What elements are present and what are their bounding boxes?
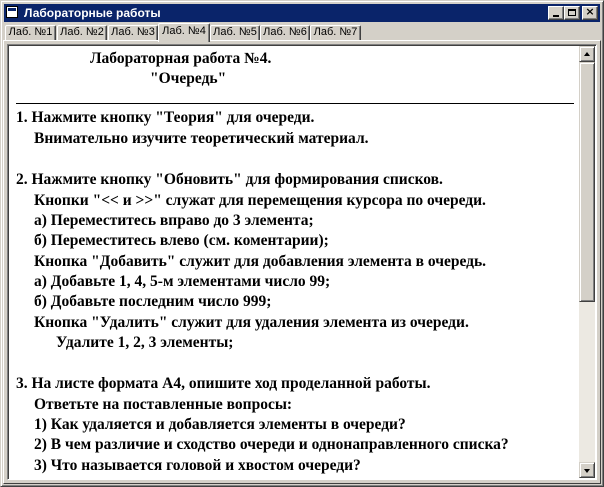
step3-line: 3. На листе формата А4, опишите ход проделанной работы. <box>16 375 431 392</box>
step2-line: б) Переместитесь влево (см. коментарии); <box>34 232 329 249</box>
close-button[interactable] <box>582 6 598 20</box>
step2-line: Удалите 1, 2, 3 элементы; <box>56 334 234 351</box>
step2-line: а) Добавьте 1, 4, 5-м элементами число 99; <box>34 273 331 290</box>
maximize-button[interactable] <box>564 6 580 20</box>
close-icon: × <box>585 5 595 18</box>
step2-line: а) Переместитесь вправо до 3 элемента; <box>34 212 314 229</box>
title-bar[interactable] <box>4 4 600 22</box>
tab-lab-3[interactable]: Лаб. №3 <box>108 25 158 40</box>
lab-subheading: "Очередь" <box>150 70 227 87</box>
scroll-down-button[interactable] <box>579 462 595 478</box>
heading-divider <box>16 103 574 104</box>
step2-line: Кнопка "Добавить" служит для добавления элемента в очередь. <box>34 253 487 270</box>
step2-line: 2. Нажмите кнопку "Обновить" для формирования списков. <box>16 171 443 188</box>
tab-panel <box>3 40 601 484</box>
tab-strip <box>3 23 603 41</box>
step1-line: 1. Нажмите кнопку "Теория" для очереди. <box>16 109 315 126</box>
tab-lab-2[interactable]: Лаб. №2 <box>57 25 107 40</box>
step2-line: Кнопки "<< и >>" служат для перемещения курсора по очереди. <box>34 192 486 209</box>
window-title: Лабораторные работы <box>24 6 161 20</box>
step3-line: 1) Как удаляется и добавляется элементы в очереди? <box>34 416 406 433</box>
instructions-memo[interactable] <box>7 44 597 480</box>
app-icon <box>6 6 18 18</box>
vertical-scrollbar[interactable] <box>579 46 595 478</box>
tab-lab-4[interactable]: Лаб. №4 <box>158 23 210 42</box>
step3-line: 3) Что называется головой и хвостом очереди? <box>34 457 361 474</box>
step2-line: Кнопка "Удалить" служит для удаления элемента из очереди. <box>34 314 469 331</box>
scroll-up-button[interactable] <box>579 46 595 62</box>
minimize-icon <box>553 15 559 17</box>
step2-line: б) Добавьте последним число 999; <box>34 293 272 310</box>
maximize-icon <box>568 9 576 16</box>
tab-lab-6[interactable]: Лаб. №6 <box>260 25 310 40</box>
tab-lab-7[interactable]: Лаб. №7 <box>310 25 361 40</box>
tab-lab-5[interactable]: Лаб. №5 <box>210 25 260 40</box>
arrow-down-icon <box>584 469 590 473</box>
minimize-button[interactable] <box>548 6 564 20</box>
step3-line: Ответьте на поставленные вопросы: <box>34 396 293 413</box>
scroll-thumb[interactable] <box>579 62 595 302</box>
step1-line: Внимательно изучите теоретический материал. <box>34 130 369 147</box>
tab-lab-1[interactable]: Лаб. №1 <box>5 25 56 40</box>
step3-line: 2) В чем различие и сходство очереди и однонаправленного списка? <box>34 436 509 453</box>
arrow-up-icon <box>584 52 590 56</box>
lab-heading: Лабораторная работа №4. <box>90 50 272 67</box>
